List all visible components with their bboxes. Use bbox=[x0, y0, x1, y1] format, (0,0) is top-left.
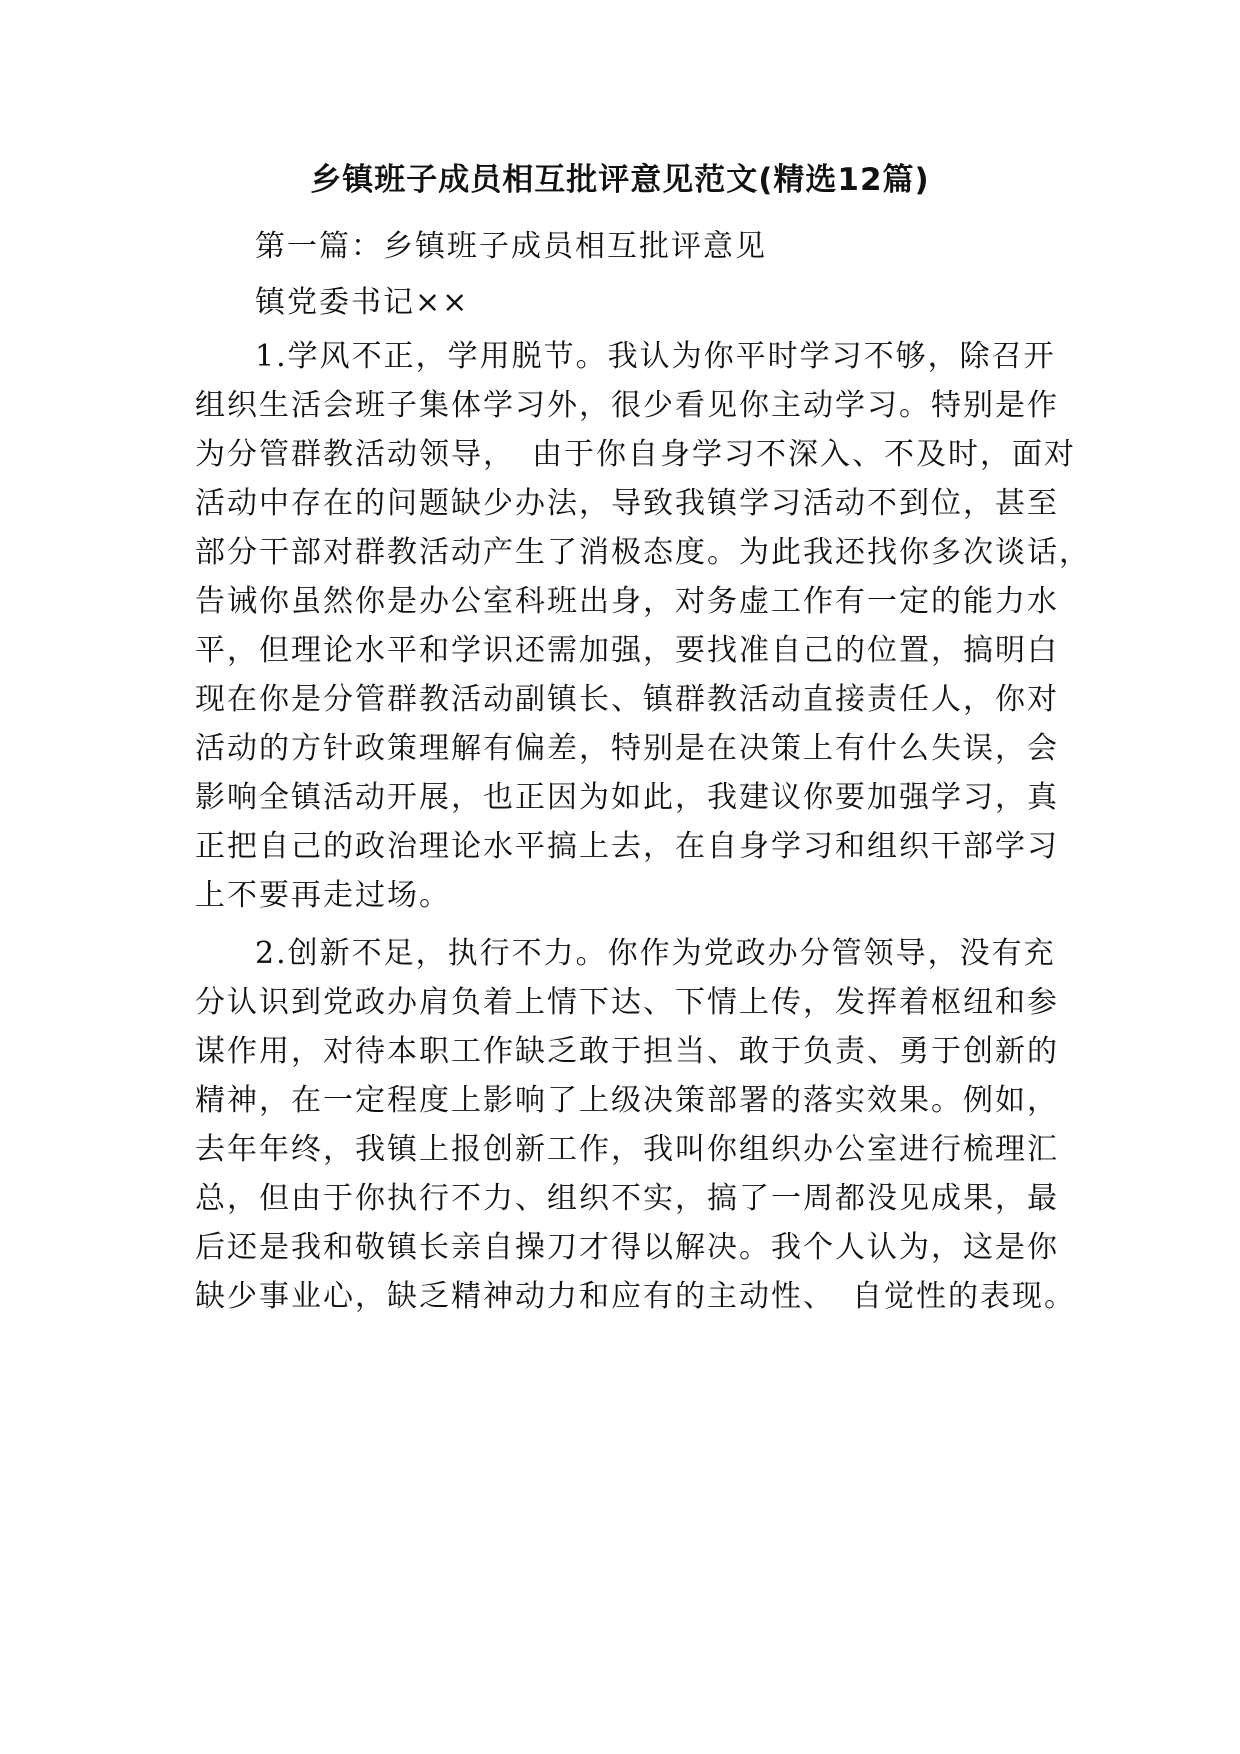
paragraph-line: 2.创新不足，执行不力。你作为党政办分管领导，没有充 bbox=[255, 936, 1056, 971]
paragraph-line: 活动中存在的问题缺少办法，导致我镇学习活动不到位，甚至 bbox=[195, 486, 1059, 521]
paragraph-line: 后还是我和敬镇长亲自操刀才得以解决。我个人认为，这是你 bbox=[195, 1230, 1059, 1265]
paragraph-line: 总，但由于你执行不力、组织不实，搞了一周都没见成果，最 bbox=[195, 1181, 1059, 1216]
paragraph-line: 影响全镇活动开展，也正因为如此，我建议你要加强学习，真 bbox=[195, 780, 1059, 815]
document-title: 乡镇班子成员相互批评意见范文(精选12篇) bbox=[310, 162, 930, 198]
paragraph-line: 精神，在一定程度上影响了上级决策部署的落实效果。例如， bbox=[195, 1083, 1059, 1118]
paragraph-line: 缺少事业心，缺乏精神动力和应有的主动性、 自觉性的表现。 bbox=[195, 1279, 1076, 1314]
section-heading: 第一篇：乡镇班子成员相互批评意见 bbox=[255, 229, 767, 264]
paragraph-line: 为分管群教活动领导， 由于你自身学习不深入、不及时，面对 bbox=[195, 437, 1076, 472]
paragraph-line: 正把自己的政治理论水平搞上去，在自身学习和组织干部学习 bbox=[195, 829, 1059, 864]
paragraph-line: 分认识到党政办肩负着上情下达、下情上传，发挥着枢纽和参 bbox=[195, 985, 1059, 1020]
paragraph-line: 现在你是分管群教活动副镇长、镇群教活动直接责任人，你对 bbox=[195, 682, 1059, 717]
paragraph-line: 谋作用，对待本职工作缺乏敢于担当、敢于负责、勇于创新的 bbox=[195, 1034, 1059, 1069]
paragraph-line: 组织生活会班子集体学习外，很少看见你主动学习。特别是作 bbox=[195, 388, 1059, 423]
paragraph-line: 活动的方针政策理解有偏差，特别是在决策上有什么失误，会 bbox=[195, 731, 1059, 766]
paragraph-line: 平，但理论水平和学识还需加强，要找准自己的位置，搞明白 bbox=[195, 633, 1059, 668]
paragraph-line: 1.学风不正，学用脱节。我认为你平时学习不够，除召开 bbox=[255, 339, 1056, 374]
paragraph-line: 告诫你虽然你是办公室科班出身，对务虚工作有一定的能力水 bbox=[195, 584, 1059, 619]
paragraph-line: 部分干部对群教活动产生了消极态度。为此我还找你多次谈话， bbox=[195, 535, 1091, 570]
addressee: 镇党委书记×× bbox=[255, 285, 470, 320]
paragraph-line: 去年年终，我镇上报创新工作，我叫你组织办公室进行梳理汇 bbox=[195, 1132, 1059, 1167]
paragraph-line: 上不要再走过场。 bbox=[195, 878, 451, 913]
